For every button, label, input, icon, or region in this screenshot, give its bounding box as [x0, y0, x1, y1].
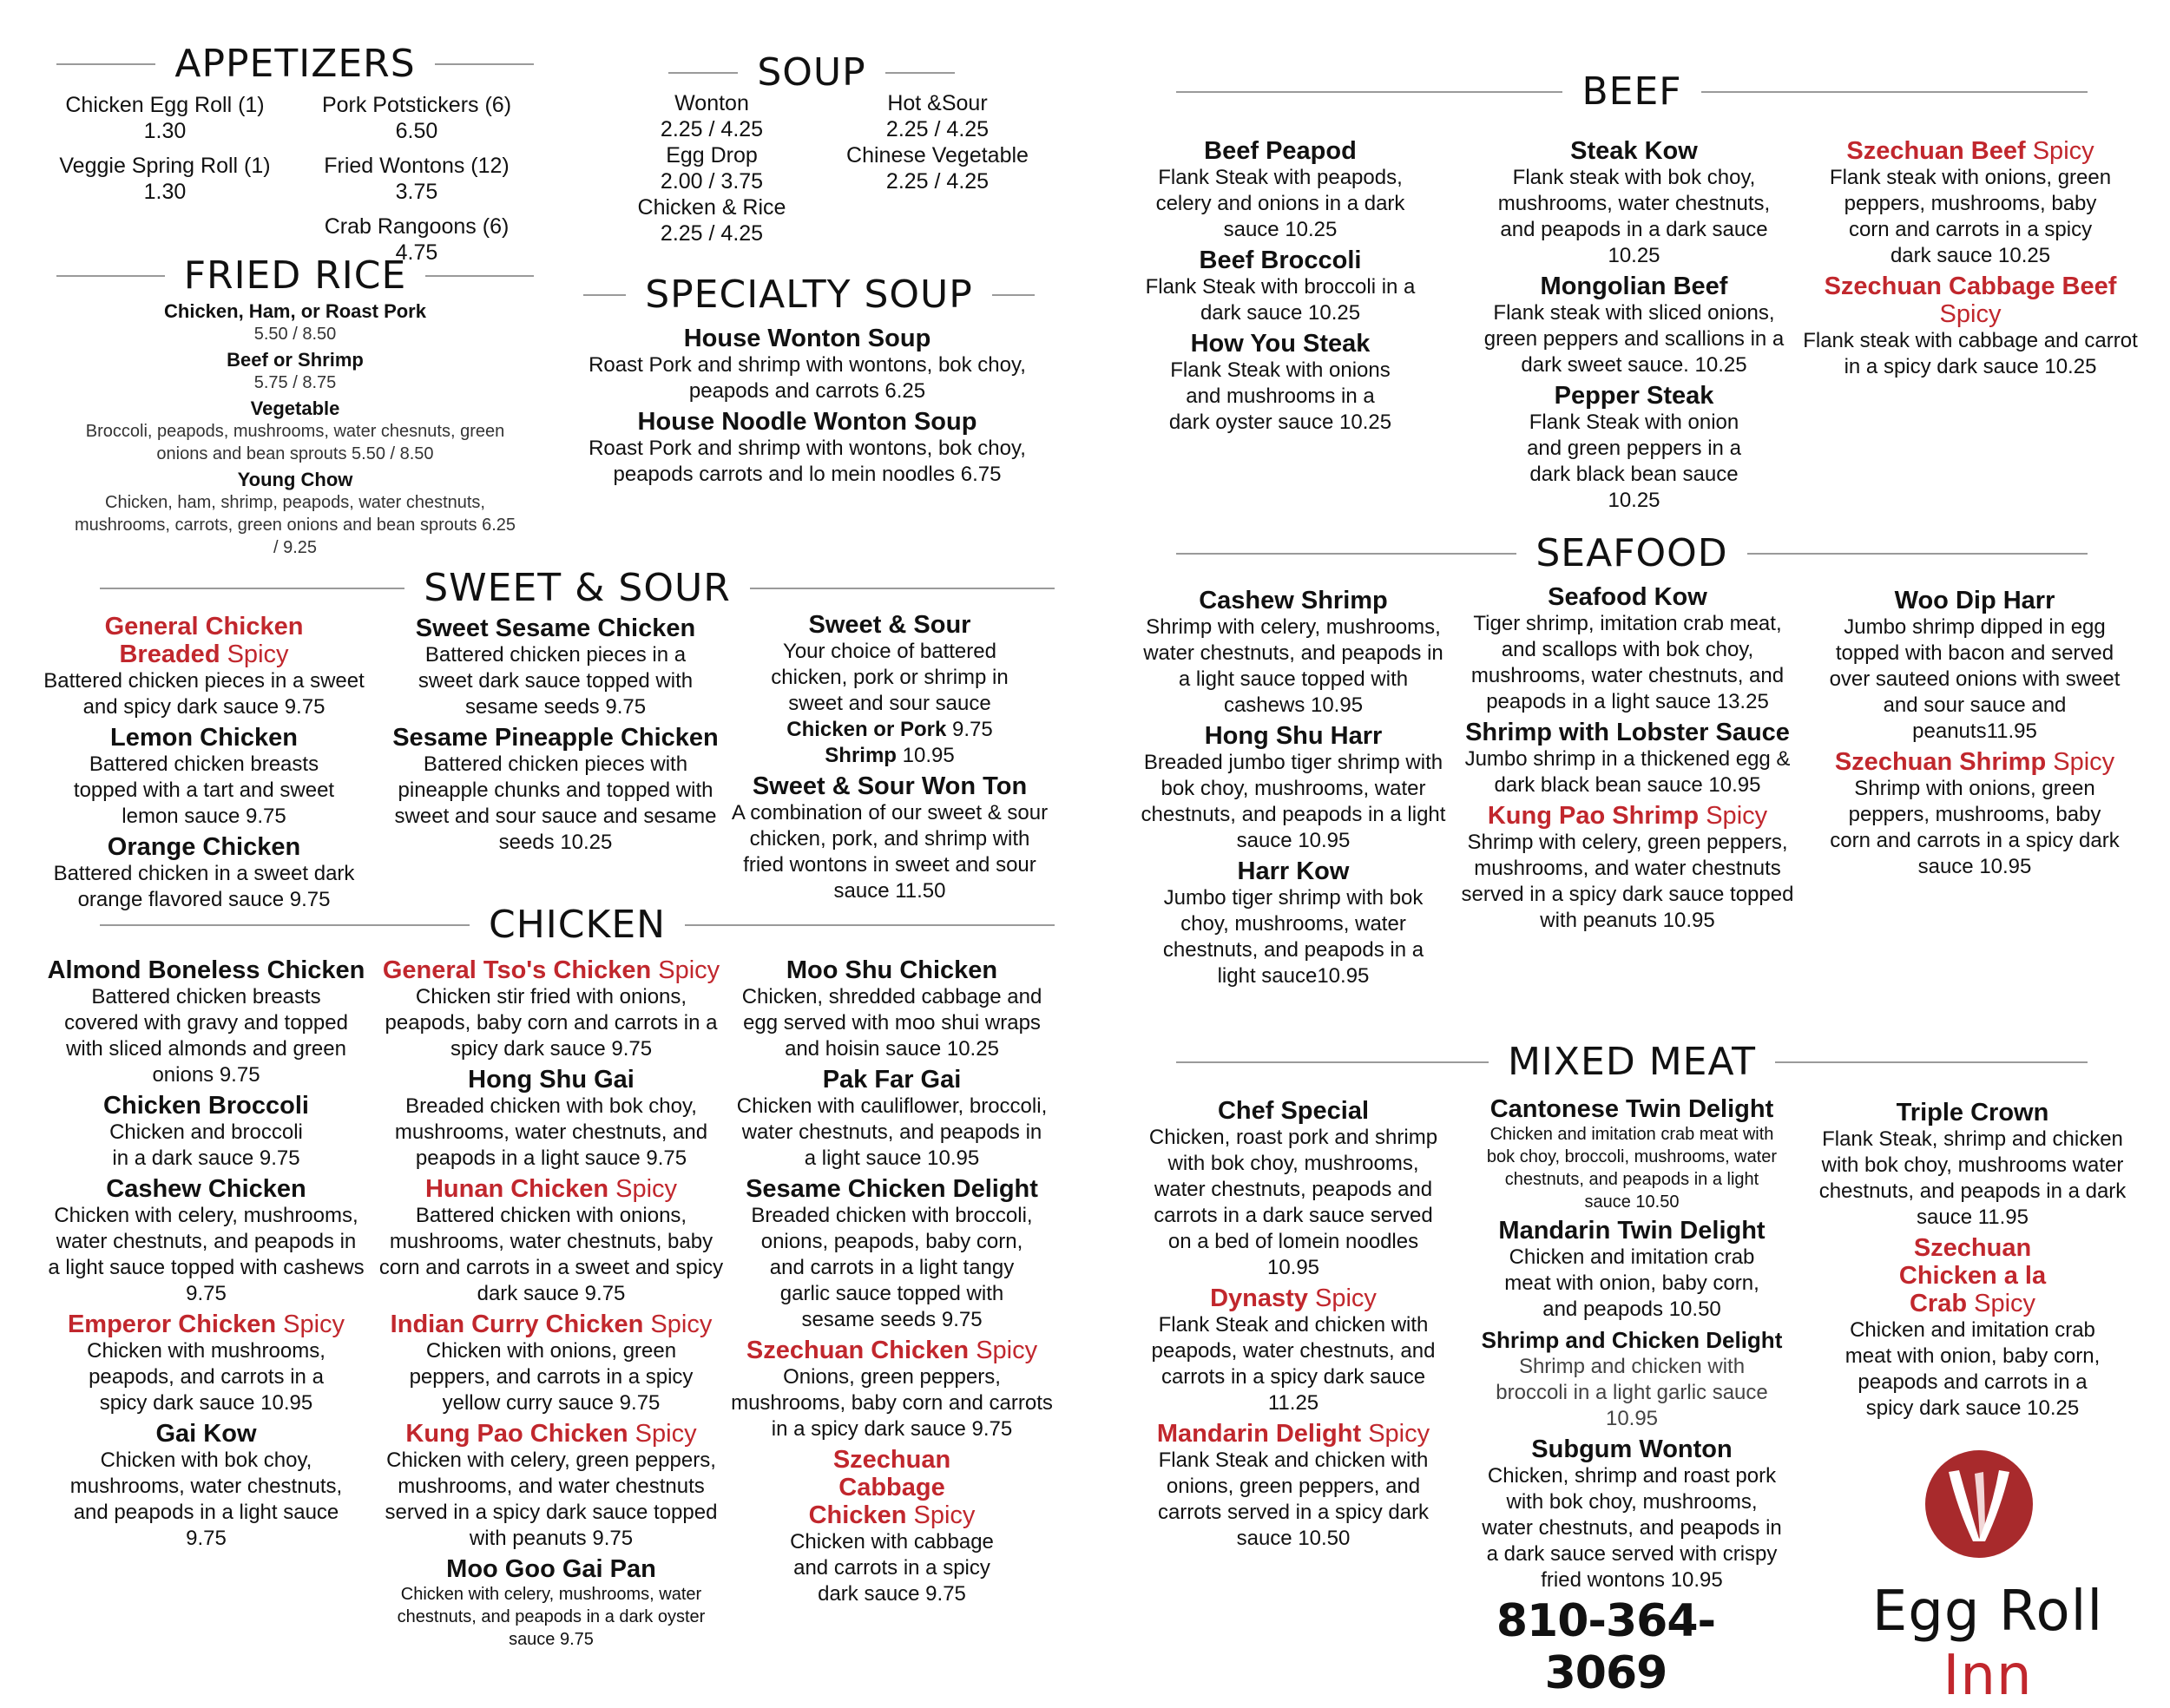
menu-item — [1467, 382, 1801, 514]
menu-item — [1805, 1099, 2140, 1231]
divider — [425, 275, 534, 277]
item-desc: Chicken with celery, mushrooms, water chestnuts, and peapods in a dark oyster sauce 9.75 — [397, 1585, 706, 1649]
item-name — [725, 1446, 1059, 1529]
item-name: Lemon Chicken — [110, 724, 298, 752]
menu-item — [1133, 587, 1454, 719]
menu-item — [564, 408, 1050, 488]
item-name-text: General Tso's Chicken — [382, 956, 652, 984]
item-name: Moo Shu Chicken — [786, 956, 998, 984]
item-desc: Flank Steak, shrimp and chicken with bok choy, mushrooms water chestnuts, and peapods in a dark sauce 11.95 — [1818, 1127, 2127, 1229]
item-name: Hong Shu Harr — [1204, 722, 1383, 750]
section-title: MIXED MEAT — [1507, 1040, 1757, 1084]
item-name: Cantonese Twin Delight — [1489, 1095, 1774, 1123]
menu-item — [729, 611, 1050, 769]
item-price: 3.75 — [395, 180, 438, 204]
beef-col-1 — [1128, 137, 1432, 439]
item-name — [1805, 1234, 2140, 1317]
spicy-tag: Spicy — [2053, 748, 2115, 776]
menu-item — [725, 956, 1059, 1062]
divider — [885, 72, 955, 74]
spicy-tag: Spicy — [2032, 137, 2094, 165]
item-name: Chinese Vegetable — [846, 143, 1029, 168]
item-name: Chicken, Ham, or Roast Pork — [164, 300, 426, 322]
item-name-text: Szechuan Beef — [1846, 137, 2026, 165]
menu-item — [39, 724, 369, 830]
appetizer-item — [286, 153, 547, 205]
item-desc: Chicken and imitation crab meat with onion, baby corn, peapods and carrots in a spicy dark sauce 10.25 — [1844, 1318, 2101, 1420]
menu-item — [725, 1337, 1059, 1442]
divider — [56, 275, 165, 277]
item-desc: Tiger shrimp, imitation crab meat, and scallops with bok choy, mushrooms, water chestnuts, and peapods in a light sauce 13.25 — [1470, 612, 1785, 713]
menu-item — [378, 614, 733, 720]
specialty-soup-header — [583, 273, 1035, 317]
menu-item — [1133, 857, 1454, 989]
item-price: 2.25 / 4.25 — [885, 117, 990, 141]
item-desc: Roast Pork and shrimp with wontons, bok choy, peapods and carrots 6.25 — [589, 353, 1026, 403]
item-option — [729, 717, 1050, 743]
sweet-sour-col-1 — [39, 613, 369, 916]
divider — [750, 588, 1055, 589]
item-desc: Breaded chicken with bok choy, mushrooms, water chestnuts, and peapods in a light sauce 9.75 — [394, 1094, 708, 1170]
item-name: Shrimp and Chicken Delight — [1481, 1327, 1783, 1353]
logo-svg — [1923, 1448, 2035, 1560]
spicy-tag: Spicy — [1314, 1284, 1377, 1312]
menu-item — [56, 300, 534, 345]
menu-item — [1458, 719, 1797, 798]
item-name: Pak Far Gai — [822, 1066, 962, 1094]
divider — [1701, 91, 2088, 93]
chicken-col-2 — [373, 956, 729, 1654]
item-desc: Flank steak with onions, green peppers, mushrooms, baby corn and carrots in a spicy dark sauce 10.25 — [1829, 166, 2112, 267]
menu-item — [39, 1311, 373, 1416]
menu-item — [373, 1066, 729, 1172]
item-name: Woo Dip Harr — [1894, 587, 2055, 614]
item-desc: Flank Steak with onions and mushrooms in a dark oyster sauce 10.25 — [1168, 358, 1392, 434]
chicken-col-1 — [39, 956, 373, 1555]
item-desc: Battered chicken in a sweet dark orange flavored sauce 9.75 — [53, 862, 355, 911]
appetizer-item — [286, 92, 547, 144]
item-name-text: Szechuan Chicken — [746, 1337, 970, 1364]
item-name: Fried Wontons (12) — [324, 154, 510, 178]
item-name: Beef Peapod — [1204, 137, 1357, 165]
menu-item — [1810, 587, 2140, 745]
menu-item — [56, 349, 534, 394]
menu-item — [373, 1555, 729, 1651]
menu-item — [1467, 1326, 1797, 1432]
item-name-text: Dynasty — [1210, 1284, 1308, 1312]
menu-item — [1467, 273, 1801, 378]
item-name-text: Indian Curry Chicken — [390, 1311, 644, 1338]
spicy-tag: Spicy — [227, 640, 289, 668]
item-desc: Chicken, shredded cabbage and egg served with moo shui wraps and hoisin sauce 10.25 — [741, 985, 1042, 1061]
item-name: Cashew Shrimp — [1199, 587, 1388, 614]
item-price: 1.30 — [143, 180, 187, 204]
item-desc: A combination of our sweet & sour chicken, pork, and shrimp with fried wontons in sweet and sour sauce 11.50 — [731, 801, 1049, 903]
item-desc: Chicken stir fried with onions, peapods, baby corn and carrots in a spicy dark sauce 9.75 — [385, 985, 718, 1061]
divider — [100, 924, 470, 926]
phone-number: 810-364-3069 — [1496, 1595, 1716, 1699]
menu-item — [1801, 137, 2140, 269]
item-desc: Chicken with cabbage and carrots in a spicy dark sauce 9.75 — [790, 1530, 994, 1606]
menu-item — [1128, 330, 1432, 436]
menu-item — [1128, 246, 1432, 326]
section-title: SPECIALTY SOUP — [645, 273, 973, 317]
item-desc: Shrimp with celery, mushrooms, water chestnuts, and peapods in a light sauce topped with cashews 10.95 — [1143, 615, 1443, 717]
item-name-text: General Chicken Breaded — [104, 613, 304, 668]
item-name — [373, 956, 729, 984]
section-title: SEAFOOD — [1535, 531, 1728, 575]
item-name-text: Szechuan Cabbage Chicken — [808, 1446, 951, 1529]
item-name-text: Hunan Chicken — [424, 1175, 609, 1203]
item-option — [729, 743, 1050, 769]
divider — [668, 72, 738, 74]
option-label: Chicken or Pork — [786, 718, 947, 741]
item-name: Subgum Wonton — [1531, 1435, 1733, 1463]
item-desc: Chicken with celery, mushrooms, water chestnuts, and peapods in a light sauce topped with cashews 9.75 — [48, 1204, 365, 1305]
item-desc: Onions, green peppers, mushrooms, baby corn and carrots in a spicy dark sauce 9.75 — [731, 1365, 1053, 1441]
chicken-header — [100, 903, 1055, 947]
item-name-text: Szechuan Chicken a la Crab — [1898, 1234, 2047, 1317]
menu-item — [378, 724, 733, 856]
item-price: 2.25 / 4.25 — [660, 117, 764, 141]
brand-name — [1872, 1580, 2103, 1708]
item-desc: Shrimp and chicken with broccoli in a light garlic sauce 10.95 — [1496, 1355, 1768, 1430]
item-desc: Chicken with celery, green peppers, mushrooms, and water chestnuts served in a spicy dark sauce topped with peanuts 9.75 — [385, 1449, 718, 1550]
fried-rice-header — [56, 253, 534, 298]
item-name-text: Szechuan Cabbage Beef — [1824, 273, 2117, 300]
spicy-tag: Spicy — [1939, 300, 2002, 328]
menu-item — [1458, 802, 1797, 934]
menu-item — [725, 1066, 1059, 1172]
item-desc: Chicken with bok choy, mushrooms, water chestnuts, and peapods in a light sauce 9.75 — [69, 1449, 343, 1550]
sweet-sour-col-2 — [378, 614, 733, 859]
mixed-meat-col-2 — [1467, 1095, 1797, 1597]
menu-item — [725, 1175, 1059, 1333]
item-name: Chef Special — [1217, 1097, 1370, 1125]
menu-item — [1458, 583, 1797, 715]
specialty-soup-list — [564, 325, 1050, 491]
menu-item — [373, 956, 729, 1062]
item-name: Mandarin Twin Delight — [1498, 1217, 1766, 1245]
item-name: Orange Chicken — [107, 833, 301, 861]
item-name: Hong Shu Gai — [468, 1066, 635, 1094]
item-desc: Chicken and broccoli in a dark sauce 9.75 — [109, 1120, 303, 1170]
item-price: 2.25 / 4.25 — [885, 169, 990, 194]
option-price: 9.75 — [952, 718, 993, 741]
brand-name-main: Egg Roll — [1871, 1580, 2104, 1644]
spicy-tag: Spicy — [283, 1311, 345, 1338]
divider — [435, 63, 534, 65]
item-name — [1810, 748, 2140, 776]
divider — [1747, 553, 2088, 555]
item-name — [373, 1311, 729, 1338]
item-desc: Chicken, ham, shrimp, peapods, water chestnuts, mushrooms, carrots, green onions and bean sprouts 6.25 / 9.25 — [74, 493, 516, 557]
item-desc: Breaded chicken with broccoli, onions, peapods, baby corn, and carrots in a light tangy garlic sauce topped with sesame seeds 9.75 — [751, 1204, 1033, 1331]
mixed-meat-header — [1176, 1040, 2088, 1084]
option-label: Shrimp — [825, 744, 897, 767]
item-desc: Flank steak with sliced onions, green peppers and scallions in a dark sweet sauce. 10.25 — [1483, 301, 1785, 377]
item-desc: Flank Steak and chicken with onions, green peppers, and carrots served in a spicy dark sauce 10.50 — [1157, 1449, 1430, 1550]
item-name — [373, 1420, 729, 1448]
item-price: 2.25 / 4.25 — [660, 221, 764, 246]
item-name: Moo Goo Gai Pan — [446, 1555, 656, 1583]
item-name: Wonton — [674, 91, 749, 115]
item-name-text: Kung Pao Chicken — [405, 1420, 628, 1448]
item-name — [1801, 273, 2140, 328]
spicy-tag: Spicy — [635, 1420, 697, 1448]
item-name — [725, 1337, 1059, 1364]
item-name: Sweet & Sour — [808, 611, 971, 639]
item-name: Beef or Shrimp — [227, 349, 364, 371]
item-desc: Jumbo shrimp in a thickened egg & dark black bean sauce 10.95 — [1464, 747, 1791, 797]
item-name-text: Szechuan Shrimp — [1834, 748, 2047, 776]
menu-item — [373, 1420, 729, 1552]
item-desc: Shrimp with onions, green peppers, mushrooms, baby corn and carrots in a spicy dark sauce 10.95 — [1830, 777, 2120, 878]
menu-item — [39, 1175, 373, 1307]
item-desc: Battered chicken with onions, mushrooms, water chestnuts, baby corn and carrots in a sweet and spicy dark sauce 9.75 — [378, 1204, 724, 1305]
egg-roll-logo-icon — [1923, 1448, 2035, 1560]
menu-item — [373, 1311, 729, 1416]
item-name: Pork Potstickers (6) — [321, 93, 512, 117]
item-price: 1.30 — [143, 119, 187, 143]
menu-item — [1810, 748, 2140, 880]
item-name-text: Mandarin Delight — [1156, 1420, 1362, 1448]
sweet-sour-col-3 — [729, 611, 1050, 908]
brand-wordmark — [1831, 1580, 2144, 1708]
item-name-text: Emperor Chicken — [67, 1311, 277, 1338]
sweet-sour-header — [100, 566, 1055, 610]
seafood-col-2 — [1458, 583, 1797, 937]
item-name: Egg Drop — [666, 143, 758, 168]
item-desc: 5.50 / 8.50 — [253, 325, 337, 344]
appetizer-item — [35, 92, 295, 144]
item-desc: Broccoli, peapods, mushrooms, water chesnuts, green onions and bean sprouts 5.50 / 8.50 — [85, 422, 505, 463]
menu-item — [1133, 722, 1454, 854]
item-name — [1133, 1420, 1454, 1448]
item-desc: Flank Steak with onion and green peppers in a dark black bean sauce 10.25 — [1527, 411, 1741, 512]
item-desc: Roast Pork and shrimp with wontons, bok choy, peapods carrots and lo mein noodles 6.75 — [589, 437, 1026, 486]
seafood-header — [1176, 531, 2088, 575]
item-price: 4.75 — [395, 240, 438, 265]
menu-item — [564, 325, 1050, 404]
item-name: Shrimp with Lobster Sauce — [1465, 719, 1790, 746]
menu-item — [1467, 1435, 1797, 1593]
spicy-tag: Spicy — [615, 1175, 678, 1203]
menu-item — [729, 772, 1050, 904]
menu-item — [39, 1420, 373, 1552]
item-name: Beef Broccoli — [1199, 246, 1362, 274]
item-name: Gai Kow — [155, 1420, 257, 1448]
menu-item — [1467, 137, 1801, 269]
item-desc: Flank Steak and chicken with peapods, water chestnuts, and carrots in a spicy dark sauce 11.25 — [1151, 1313, 1436, 1415]
divider — [56, 63, 155, 65]
item-desc: Flank steak with cabbage and carrot in a spicy dark sauce 10.25 — [1803, 329, 2138, 378]
spicy-tag: Spicy — [976, 1337, 1038, 1364]
spicy-tag: Spicy — [1974, 1290, 2036, 1317]
item-name — [1801, 137, 2140, 165]
beef-col-3 — [1801, 137, 2140, 384]
item-desc: Your choice of battered chicken, pork or shrimp in sweet and sour sauce — [771, 640, 1009, 715]
item-desc: Battered chicken breasts covered with gravy and topped with sliced almonds and green onions 9.75 — [64, 985, 348, 1087]
menu-item — [39, 613, 369, 720]
seafood-col-1 — [1133, 587, 1454, 993]
item-desc: Chicken, roast pork and shrimp with bok choy, mushrooms, water chestnuts, peapods and carrots in a dark sauce served on a bed of lomein noodles 10.95 — [1148, 1126, 1438, 1279]
item-name: Mongolian Beef — [1540, 273, 1728, 300]
beef-header — [1176, 69, 2088, 114]
section-title: APPETIZERS — [174, 42, 416, 86]
mixed-meat-col-1 — [1133, 1097, 1454, 1555]
item-desc: Flank steak with bok choy, mushrooms, water chestnuts, and peapods in a dark sauce 10.25 — [1497, 166, 1771, 267]
section-title: FRIED RICE — [183, 253, 407, 298]
item-desc: Chicken and imitation crab meat with onion, baby corn, and peapods 10.50 — [1504, 1245, 1759, 1321]
item-name: Young Chow — [237, 469, 353, 490]
menu-item — [1805, 1234, 2140, 1422]
item-name: Triple Crown — [1896, 1099, 2049, 1127]
divider — [992, 294, 1035, 296]
item-desc: Jumbo shrimp dipped in egg topped with bacon and served over sauteed onions with sweet and sour sauce and peanuts11.95 — [1829, 615, 2121, 743]
item-name: Veggie Spring Roll (1) — [59, 154, 271, 178]
spicy-tag: Spicy — [658, 956, 720, 984]
spicy-tag: Spicy — [650, 1311, 713, 1338]
mixed-meat-col-3 — [1805, 1099, 2140, 1425]
item-name: Chicken & Rice — [637, 195, 786, 220]
section-title: CHICKEN — [488, 903, 667, 947]
item-name — [1458, 802, 1797, 830]
seafood-col-3 — [1810, 587, 2140, 884]
brand-name-accent: Inn — [1943, 1644, 2033, 1708]
item-desc: Breaded jumbo tiger shrimp with bok choy, mushrooms, water chestnuts, and peapods in a light sauce 10.95 — [1141, 751, 1446, 852]
soup-col-left — [608, 90, 816, 246]
item-desc: Flank Steak with broccoli in a dark sauce 10.25 — [1145, 275, 1416, 325]
menu-item — [1128, 137, 1432, 243]
spicy-tag: Spicy — [1368, 1420, 1430, 1448]
item-desc: Jumbo tiger shrimp with bok choy, mushrooms, water chestnuts, and peapods in a light sauce10.95 — [1162, 886, 1424, 988]
item-name — [1133, 1284, 1454, 1312]
item-desc: Chicken and imitation crab meat with bok choy, broccoli, mushrooms, water chestnuts, and peapods in a light sauce 10.50 — [1486, 1125, 1778, 1212]
item-name — [39, 1311, 373, 1338]
menu-item — [56, 397, 534, 465]
appetizer-item — [35, 153, 295, 205]
item-name: Crab Rangoons (6) — [324, 214, 510, 239]
item-name: Sesame Pineapple Chicken — [392, 724, 719, 752]
divider — [100, 588, 404, 589]
spicy-tag: Spicy — [1706, 802, 1768, 830]
soup-header — [668, 50, 955, 95]
menu-item — [1133, 1420, 1454, 1552]
menu-item — [1801, 273, 2140, 380]
item-desc: Chicken with cauliflower, broccoli, water chestnuts, and peapods in a light sauce 10.95 — [736, 1094, 1048, 1170]
item-name-text: Kung Pao Shrimp — [1487, 802, 1700, 830]
divider — [583, 294, 626, 296]
item-name — [39, 613, 369, 668]
item-name: Hot &Sour — [887, 91, 988, 115]
menu-item — [725, 1446, 1059, 1607]
item-name: Almond Boneless Chicken — [47, 956, 365, 984]
chicken-col-3 — [725, 956, 1059, 1611]
item-name: How You Steak — [1190, 330, 1371, 358]
item-name — [373, 1175, 729, 1203]
item-desc: Chicken with onions, green peppers, and carrots in a spicy yellow curry sauce 9.75 — [409, 1339, 694, 1415]
item-price: 6.50 — [395, 119, 438, 143]
menu-item — [39, 833, 369, 913]
item-name: Steak Kow — [1570, 137, 1698, 165]
item-desc: 5.75 / 8.75 — [253, 373, 337, 392]
item-name: Chicken Egg Roll (1) — [65, 93, 265, 117]
soup-col-right — [816, 90, 1059, 194]
menu-item — [1467, 1217, 1797, 1323]
item-desc: Battered chicken pieces with pineapple chunks and topped with sweet and sour sauce and sesame seeds 10.25 — [394, 752, 717, 854]
menu-item — [39, 1092, 373, 1172]
option-price: 10.95 — [902, 744, 955, 767]
item-name: Harr Kow — [1237, 857, 1350, 885]
item-desc: Chicken with mushrooms, peapods, and carrots in a spicy dark sauce 10.95 — [87, 1339, 326, 1415]
item-name: Chicken Broccoli — [103, 1092, 309, 1120]
item-name: Sesame Chicken Delight — [746, 1175, 1038, 1203]
divider — [1176, 91, 1562, 93]
item-name: House Noodle Wonton Soup — [637, 408, 977, 436]
beef-col-2 — [1467, 137, 1801, 517]
item-desc: Battered chicken breasts topped with a tart and sweet lemon sauce 9.75 — [73, 752, 335, 828]
item-desc: Battered chicken pieces in a sweet and spicy dark sauce 9.75 — [43, 669, 365, 719]
item-name: Vegetable — [250, 397, 340, 419]
item-desc: Chicken, shrimp and roast pork with bok choy, mushrooms, water chestnuts, and peapods in a dark sauce served with crispy fried wontons 10.95 — [1482, 1464, 1782, 1592]
item-name: Pepper Steak — [1554, 382, 1714, 410]
menu-item — [1467, 1095, 1797, 1213]
divider — [685, 924, 1055, 926]
menu-item — [39, 956, 373, 1088]
item-name: House Wonton Soup — [683, 325, 931, 352]
item-desc: Shrimp with celery, green peppers, mushrooms, and water chestnuts served in a spicy dark sauce topped with peanuts 10.95 — [1461, 831, 1794, 932]
item-desc: Flank Steak with peapods, celery and onions in a dark sauce 10.25 — [1155, 166, 1405, 241]
item-name: Cashew Chicken — [106, 1175, 306, 1203]
item-price: 2.00 / 3.75 — [660, 169, 764, 194]
appetizers-header — [56, 42, 534, 86]
item-name: Sweet & Sour Won Ton — [752, 772, 1028, 800]
section-title: SWEET & SOUR — [424, 566, 731, 610]
menu-item — [56, 469, 534, 559]
spicy-tag: Spicy — [913, 1501, 976, 1529]
divider — [1176, 1061, 1489, 1063]
fried-rice-list — [56, 300, 534, 562]
item-desc: Battered chicken pieces in a sweet dark sauce topped with sesame seeds 9.75 — [418, 643, 694, 719]
section-title: BEEF — [1581, 69, 1682, 114]
section-title: SOUP — [757, 50, 866, 95]
menu-item — [1133, 1097, 1454, 1281]
menu-item — [1133, 1284, 1454, 1416]
divider — [1775, 1061, 2088, 1063]
item-name: Sweet Sesame Chicken — [415, 614, 696, 642]
divider — [1176, 553, 1516, 555]
item-name: Seafood Kow — [1548, 583, 1707, 611]
menu-item — [373, 1175, 729, 1307]
